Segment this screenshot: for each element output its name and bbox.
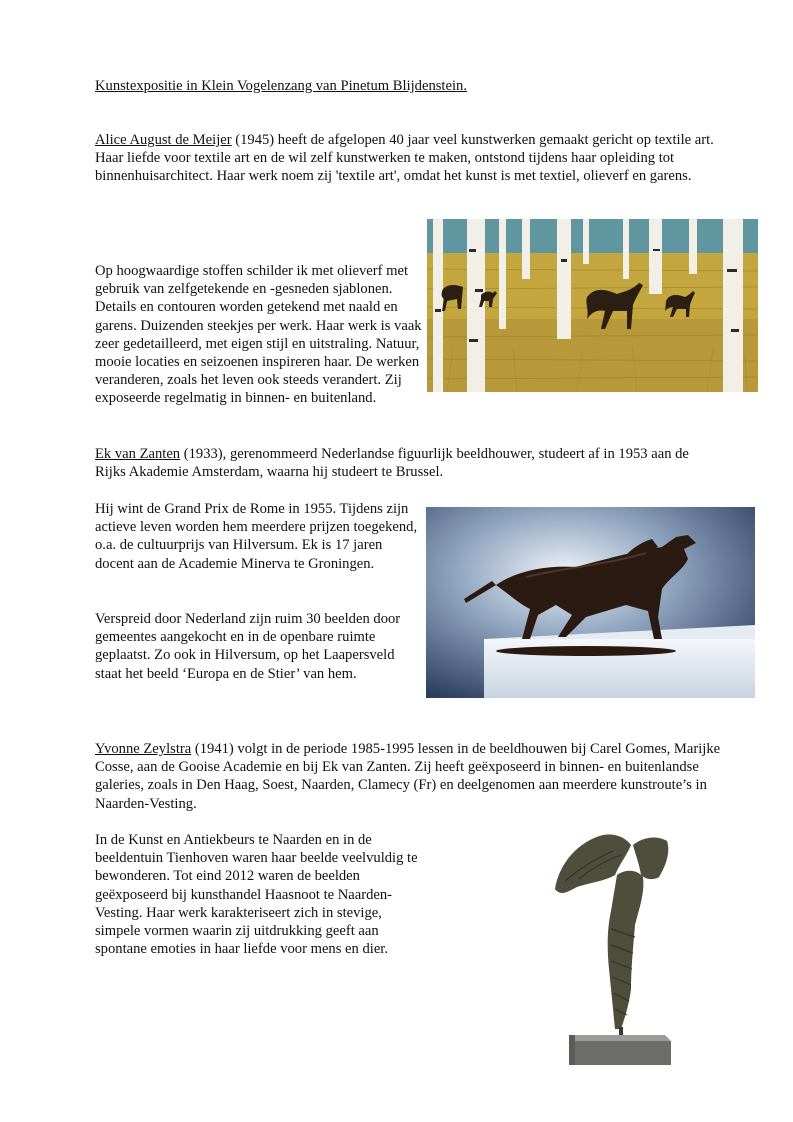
artist-name: Yvonne Zeylstra <box>95 741 192 757</box>
artist-intro-text: (1941) volgt in de periode 1985-1995 lessen in de beeldhouwen bij Carel Gomes, Marijke Cosse, aan de Gooise Academie en bij Ek van Zanten. Zij heeft geëxposeerd in binnen- en buitenlandse galeries, zoals in Den Haag, Soest, Naarden, Clamecy (Fr) en deelgenomen aan meerdere kunstroute’s in Naarden-Vesting. <box>95 741 721 812</box>
artist-intro-text: (1933), gerenommeerd Nederlandse figuurlijk beeldhouwer, studeert af in 1953 aan de Rijks Akademie Amsterdam, waarna hij studeert te Brussel. <box>95 446 689 481</box>
page-title: Kunstexpositie in Klein Vogelenzang van Pinetum Blijdenstein. <box>95 78 467 94</box>
artist-intro-meijer <box>95 131 735 186</box>
artist-bio-vanzanten-1: Hij wint de Grand Prix de Rome in 1955. Tijdens zijn actieve leven worden hem meerdere prijzen toegekend, o.a. de cultuurprijs van Hilversum. Ek is 17 jaren docent aan de Academie Minerva te Groningen. <box>95 501 418 572</box>
artist-intro-vanzanten <box>95 445 695 481</box>
artist-bio-meijer: Op hoogwaardige stoffen schilder ik met olieverf met gebruik van zelfgetekende en -gesneden sjablonen. Details en contouren worden getekend met naald en garens. Duizenden steekjes per werk. Haar werk is vaak zeer gedetailleerd, met eigen stijl en uitstraling. Natuur, mooie locaties en seizoenen inspireren haar. De werken veranderen, zoals het leven ook steeds verandert. Zij exposeerde regelmatig in binnen- en buitenland. <box>95 263 422 407</box>
winged-figure-sculpture-image <box>535 819 707 1066</box>
artist-intro-text: (1945) heeft de afgelopen 40 jaar veel kunstwerken gemaakt gericht op textile art. Haar liefde voor textile art en de wil zelf kunstwerken te maken, ontstond tijdens haar opleiding tot binnenhuisarchitect. Haar werk noem zij 'textile art', omdat het kunst is met textiel, olieverf en garens. <box>95 132 714 185</box>
textile-artwork-birch-horses-image <box>427 219 758 392</box>
bronze-sculpture-europa-stier-image <box>426 507 755 698</box>
artist-name: Alice August de Meijer <box>95 132 232 148</box>
artist-bio-zeylstra: In de Kunst en Antiekbeurs te Naarden en in de beeldentuin Tienhoven waren haar beelde veelvuldig te bewonderen. Tot eind 2012 waren de beelden geëxposeerd bij kunsthandel Haasnoot te Naarden-Vesting. Haar werk karakteriseert zich in stevige, simpele vormen waarin zij uitdrukking geeft aan spontane emoties in haar liefde voor mens en dier. <box>95 832 418 958</box>
artist-bio-vanzanten-2: Verspreid door Nederland zijn ruim 30 beelden door gemeentes aangekocht en in de openbare ruimte geplaatst. Zo ook in Hilversum, op het Laapersveld staat het beeld ‘Europa en de Stier’ van hem. <box>95 611 401 682</box>
artist-intro-zeylstra <box>95 740 735 813</box>
artist-name: Ek van Zanten <box>95 446 181 462</box>
